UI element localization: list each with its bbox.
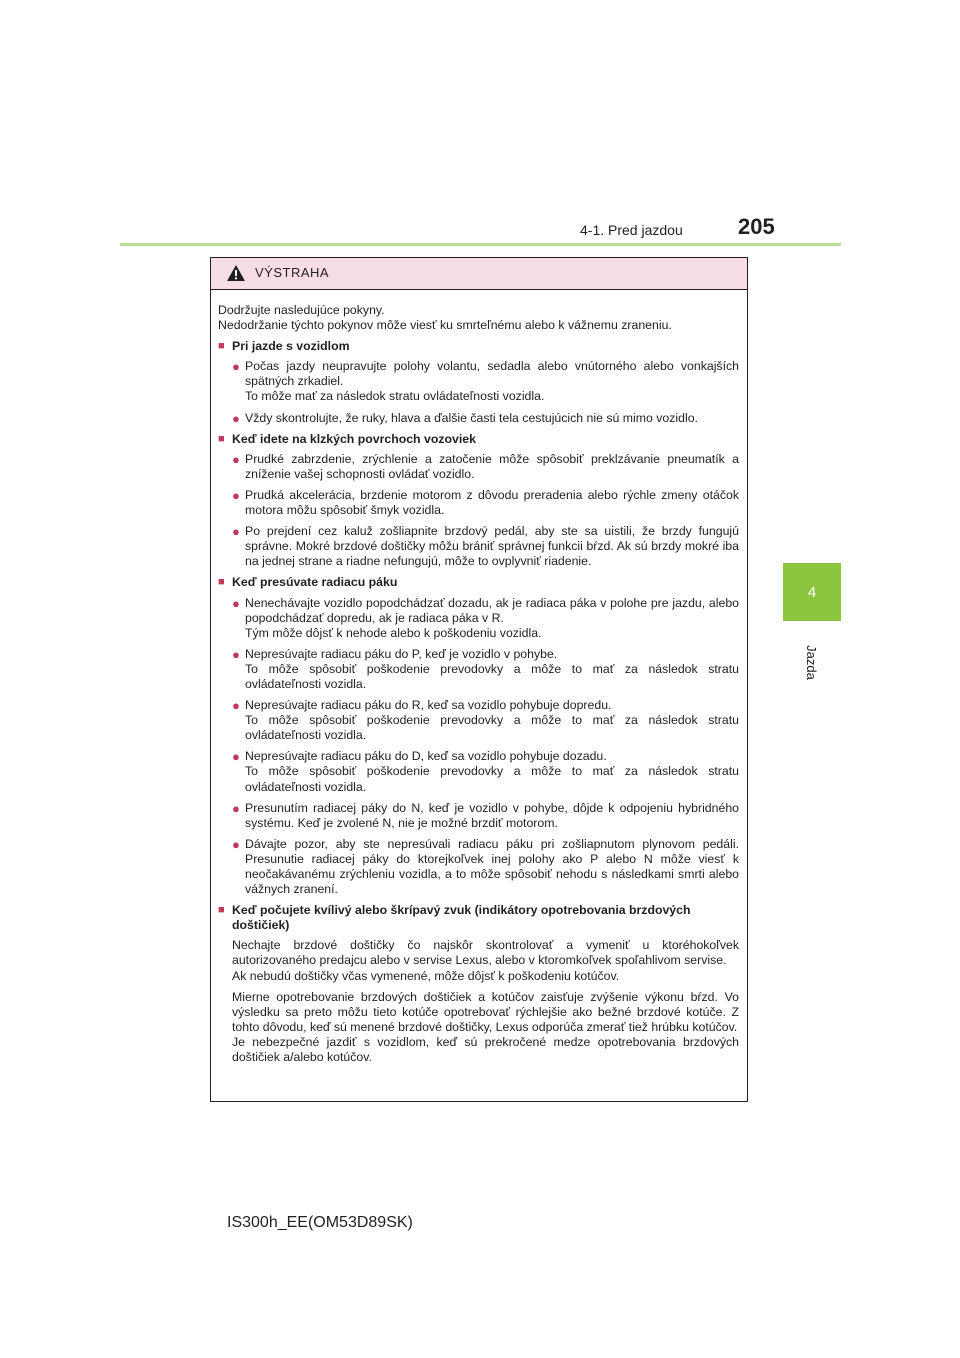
section-heading <box>218 432 739 447</box>
section-paragraph <box>232 938 739 983</box>
round-bullet-icon: ● <box>232 524 240 540</box>
paragraph-line: Nechajte brzdové doštičky čo najskôr skontrolovať a vymeniť u ktoréhokoľvek autorizovaného predajcu alebo v servise Lexus, alebo v ktoromkoľvek spoľahlivom servise. <box>232 938 739 968</box>
warning-header <box>211 258 747 290</box>
round-bullet-icon: ● <box>232 410 240 426</box>
bullet-item <box>232 801 739 831</box>
bullet-line: Prudké zabrzdenie, zrýchlenie a zatočenie môže spôsobiť preklzávanie pneumatík a zníženie vašej schopnosti ovládať vozidlo. <box>245 451 739 481</box>
bullet-line: Tým môže dôjsť k nehode alebo k poškodeniu vozidla. <box>245 625 542 640</box>
warning-triangle-icon <box>226 264 246 282</box>
chapter-number: 4 <box>807 583 817 601</box>
bullet-line: To môže spôsobiť poškodenie prevodovky a môže to mať za následok stratu ovládateľnosti vozidla. <box>245 713 739 743</box>
bullet-item <box>232 524 739 569</box>
round-bullet-icon: ● <box>232 800 240 816</box>
bullet-text <box>245 359 739 404</box>
bullet-text <box>245 749 739 794</box>
warning-box <box>210 257 748 1102</box>
bullet-line: Prudká akcelerácia, brzdenie motorom z dôvodu preradenia alebo rýchle zmeny otáčok motora môžu spôsobiť šmyk vozidla. <box>245 487 739 518</box>
bullet-line: To môže spôsobiť poškodenie prevodovky a môže to mať za následok stratu ovládateľnosti vozidla. <box>245 764 739 794</box>
section-heading-text: Pri jazde s vozidlom <box>232 339 350 354</box>
bullet-item <box>232 452 739 482</box>
page-number: 205 <box>738 214 775 239</box>
bullet-line: Po prejdení cez kaluž zošliapnite brzdový pedál, aby ste sa uistili, že brzdy fungujú správne. Mokré brzdové doštičky môžu brániť správnej funkcii bŕzd. Ak sú brzdy mokré iba na jednej strane a riadne nefungujú, môže to ovplyvniť riadenie. <box>245 524 739 569</box>
warning-intro <box>218 303 739 333</box>
round-bullet-icon: ● <box>232 451 240 467</box>
bullet-text <box>245 837 739 897</box>
square-bullet-icon: ■ <box>218 904 225 917</box>
bullet-line: Nepresúvajte radiacu páku do R, keď sa vozidlo pohybuje dopredu. <box>245 698 612 713</box>
round-bullet-icon: ● <box>232 749 240 765</box>
section-heading-text: Keď presúvate radiacu páku <box>232 575 398 590</box>
round-bullet-icon: ● <box>232 595 240 611</box>
bullet-item <box>232 749 739 794</box>
chapter-label-text: Jazda <box>803 644 819 680</box>
paragraph-line: Mierne opotrebovanie brzdových doštičiek a kotúčov zaisťuje zvýšenie výkonu bŕzd. Vo výsledku sa preto môžu tieto kotúče opotrebovať rýchlejšie ako bežné brzdové kotúče. Z tohto dôvodu, keď sú menené brzdové doštičky, Lexus odporúča zmerať tiež hrúbku kotúčov. <box>232 989 739 1034</box>
header-rule <box>120 243 841 246</box>
section-heading <box>218 339 739 354</box>
warning-title: VÝSTRAHA <box>255 265 330 280</box>
warning-body <box>211 290 747 1065</box>
bullet-line: Vždy skontrolujte, že ruky, hlava a ďalšie časti tela cestujúcich nie sú mimo vozidlo. <box>245 410 698 425</box>
paragraph-line: Je nebezpečné jazdiť s vozidlom, keď sú prekročené medze opotrebovania brzdových doštičiek a/alebo kotúčov. <box>232 1034 739 1065</box>
bullet-text <box>245 488 739 518</box>
square-bullet-icon: ■ <box>218 340 225 353</box>
paragraph-line: Ak nebudú doštičky včas vymenené, môže dôjsť k poškodeniu kotúčov. <box>232 968 620 983</box>
bullet-item <box>232 488 739 518</box>
round-bullet-icon: ● <box>232 836 240 852</box>
intro-line: Dodržujte nasledujúce pokyny. <box>218 303 385 317</box>
bullet-item <box>232 596 739 641</box>
round-bullet-icon: ● <box>232 359 240 375</box>
section-heading <box>218 903 739 933</box>
bullet-item <box>232 411 739 426</box>
bullet-text <box>245 524 739 569</box>
section-heading-text: Keď počujete kvílivý alebo škrípavý zvuk (indikátory opotrebovania brzdových doštičiek) <box>232 903 691 933</box>
bullet-line: Nepresúvajte radiacu páku do D, keď sa vozidlo pohybuje dozadu. <box>245 749 607 764</box>
section-title: 4-1. Pred jazdou <box>580 222 683 238</box>
bullet-line: Nenechávajte vozidlo popodchádzať dozadu, ak je radiaca páka v polohe pre jazdu, alebo popodchádzať dopredu, ak je radiaca páka v R. <box>245 595 739 625</box>
bullet-item <box>232 647 739 692</box>
bullet-text <box>245 647 739 692</box>
section-paragraph <box>232 990 739 1065</box>
bullet-item <box>232 359 739 404</box>
bullet-text <box>245 596 739 641</box>
bullet-line: Presunutím radiacej páky do N, keď je vozidlo v pohybe, dôjde k odpojeniu hybridného systému. Keď je zvolené N, nie je možné brzdiť motorom. <box>245 800 739 830</box>
section-heading <box>218 575 739 590</box>
bullet-line: To môže mať za následok stratu ovládateľnosti vozidla. <box>245 389 545 404</box>
bullet-line: Dávajte pozor, aby ste nepresúvali radiacu páku pri zošliapnutom plynovom pedáli. Presunutie radiacej páky do ktorejkoľvek inej polohy ako P alebo N môže viesť k neočakávanému zrýchleniu vozidla, a to môže spôsobiť nehodu s následkami smrti alebo vážnych zranení. <box>245 836 739 897</box>
bullet-line: Počas jazdy neupravujte polohy volantu, sedadla alebo vnútorného alebo vonkajších spätných zrkadiel. <box>245 359 739 389</box>
section-heading-text: Keď idete na klzkých povrchoch vozoviek <box>232 431 476 446</box>
intro-line: Nedodržanie týchto pokynov môže viesť ku smrteľnému alebo k vážnemu zraneniu. <box>218 318 672 333</box>
bullet-text <box>245 452 739 482</box>
bullet-item <box>232 837 739 897</box>
bullet-line: Nepresúvajte radiacu páku do P, keď je vozidlo v pohybe. <box>245 646 558 661</box>
chapter-tab[interactable] <box>783 563 841 621</box>
round-bullet-icon: ● <box>232 698 240 714</box>
bullet-line: To môže spôsobiť poškodenie prevodovky a môže to mať za následok stratu ovládateľnosti vozidla. <box>245 661 739 691</box>
bullet-text <box>245 411 739 426</box>
square-bullet-icon: ■ <box>218 432 225 445</box>
bullet-text <box>245 698 739 743</box>
chapter-label <box>791 632 831 692</box>
bullet-text <box>245 801 739 831</box>
round-bullet-icon: ● <box>232 646 240 662</box>
model-code: IS300h_EE(OM53D89SK) <box>227 1214 413 1231</box>
square-bullet-icon: ■ <box>218 576 225 589</box>
round-bullet-icon: ● <box>232 487 240 503</box>
bullet-item <box>232 698 739 743</box>
